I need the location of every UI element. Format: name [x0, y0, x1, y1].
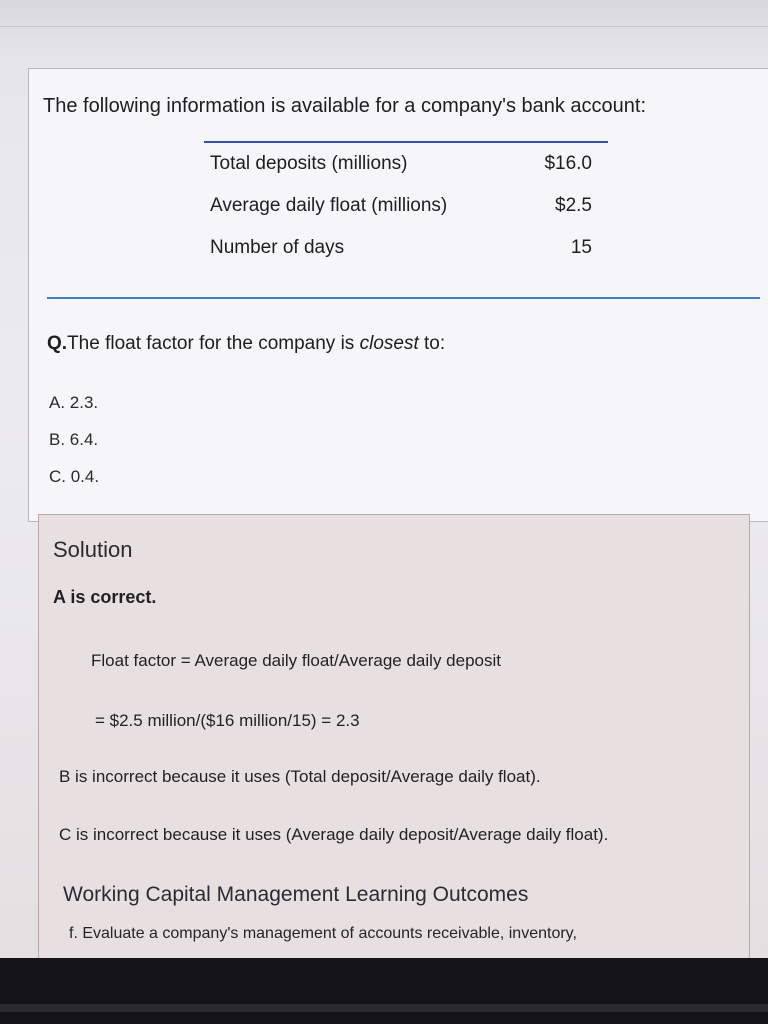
row-label: Average daily float (millions): [210, 195, 448, 216]
question-card: [28, 68, 768, 522]
option-b[interactable]: B. 6.4.: [49, 430, 99, 449]
solution-card: [38, 514, 750, 984]
prompt-emphasis: closest: [359, 333, 419, 354]
answer-options: [49, 393, 99, 504]
question-prompt: [47, 333, 445, 355]
solution-title: Solution: [53, 537, 133, 562]
table-row: [204, 185, 608, 227]
solution-formula: Float factor = Average daily float/Average daily deposit: [91, 651, 501, 670]
option-a[interactable]: A. 2.3.: [49, 393, 99, 412]
learning-outcomes-title: Working Capital Management Learning Outcomes: [63, 883, 529, 906]
solution-calculation: = $2.5 million/($16 million/15) = 2.3: [95, 711, 360, 730]
monitor-bezel: [0, 958, 768, 1024]
solution-c-explanation: C is incorrect because it uses (Average daily deposit/Average daily float).: [59, 825, 609, 844]
question-intro: The following information is available for a company's bank account:: [43, 95, 647, 117]
section-divider: [47, 297, 760, 299]
row-value: $2.5: [555, 195, 592, 216]
row-value: 15: [570, 237, 592, 258]
row-label: Number of days: [210, 237, 345, 258]
learning-outcome-f: f. Evaluate a company's management of accounts receivable, inventory,: [69, 925, 577, 942]
row-value: $16.0: [544, 153, 592, 174]
solution-verdict: A is correct.: [53, 587, 157, 607]
monitor-bezel-edge: [0, 1004, 768, 1012]
data-table: [204, 141, 608, 269]
row-label: Total deposits (millions): [210, 153, 408, 174]
table-row: [204, 143, 608, 185]
prompt-text: The float factor for the company is: [67, 333, 360, 354]
prompt-suffix: to:: [418, 333, 446, 354]
top-divider: [0, 26, 768, 27]
question-prefix: Q.: [47, 333, 68, 354]
solution-b-explanation: B is incorrect because it uses (Total deposit/Average daily float).: [59, 767, 541, 786]
table-row: [204, 227, 608, 269]
option-c[interactable]: C. 0.4.: [49, 467, 100, 486]
